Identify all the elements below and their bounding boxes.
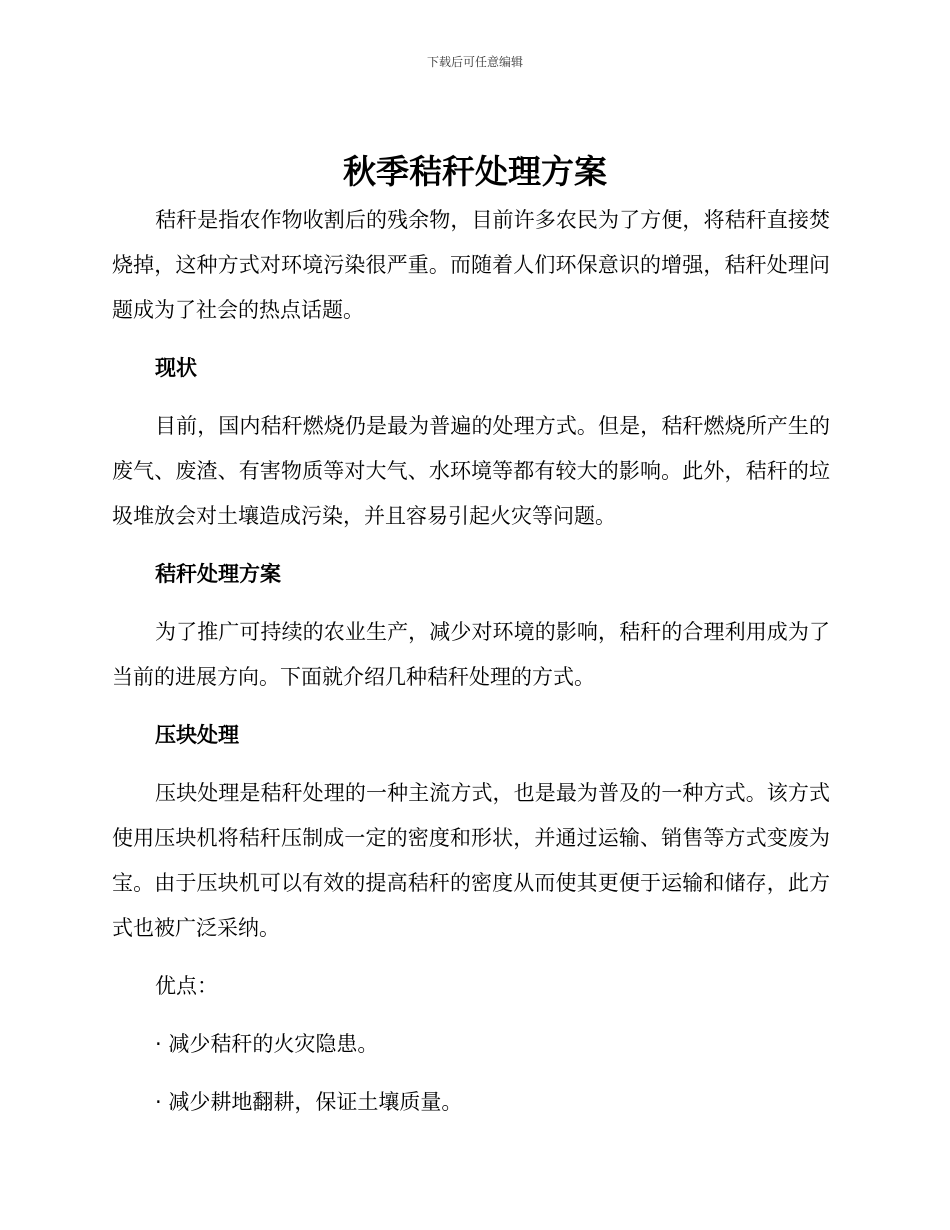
intro-paragraph: 秸秆是指农作物收割后的残余物，目前许多农民为了方便，将秸秆直接焚烧掉，这种方式对环境污染很严重。而随着人们环保意识的增强，秸秆处理问题成为了社会的热点话题。 (112, 208, 830, 322)
advantage-item: · 减少耕地翻耕，保证土壤质量。 (155, 1090, 463, 1114)
document-body (112, 198, 830, 1125)
compress-paragraph: 压块处理是秸秆处理的一种主流方式，也是最为普及的一种方式。该方式使用压块机将秸秆压制成一定的密度和形状，并通过运输、销售等方式变废为宝。由于压块机可以有效的提高秸秆的密度从而使其更便于运输和储存，此方式也被广泛采纳。 (112, 781, 830, 940)
document-title: 秋季秸秆处理方案 (343, 152, 607, 191)
section-heading-status: 现状 (155, 356, 197, 380)
header-note: 下载后可任意编辑 (426, 55, 523, 69)
section-heading-plan: 秸秆处理方案 (155, 562, 281, 586)
advantage-item: · 减少秸秆的火灾隐患。 (155, 1032, 379, 1056)
plan-paragraph: 为了推广可持续的农业生产，减少对环境的影响，秸秆的合理利用成为了当前的进展方向。下面就介绍几种秸秆处理的方式。 (112, 620, 830, 689)
advantages-label: 优点： (155, 974, 218, 998)
section-heading-compress: 压块处理 (155, 723, 239, 747)
status-paragraph: 目前，国内秸秆燃烧仍是最为普遍的处理方式。但是，秸秆燃烧所产生的废气、废渣、有害物质等对大气、水环境等都有较大的影响。此外，秸秆的垃圾堆放会对土壤造成污染，并且容易引起火灾等问题。 (112, 414, 830, 528)
